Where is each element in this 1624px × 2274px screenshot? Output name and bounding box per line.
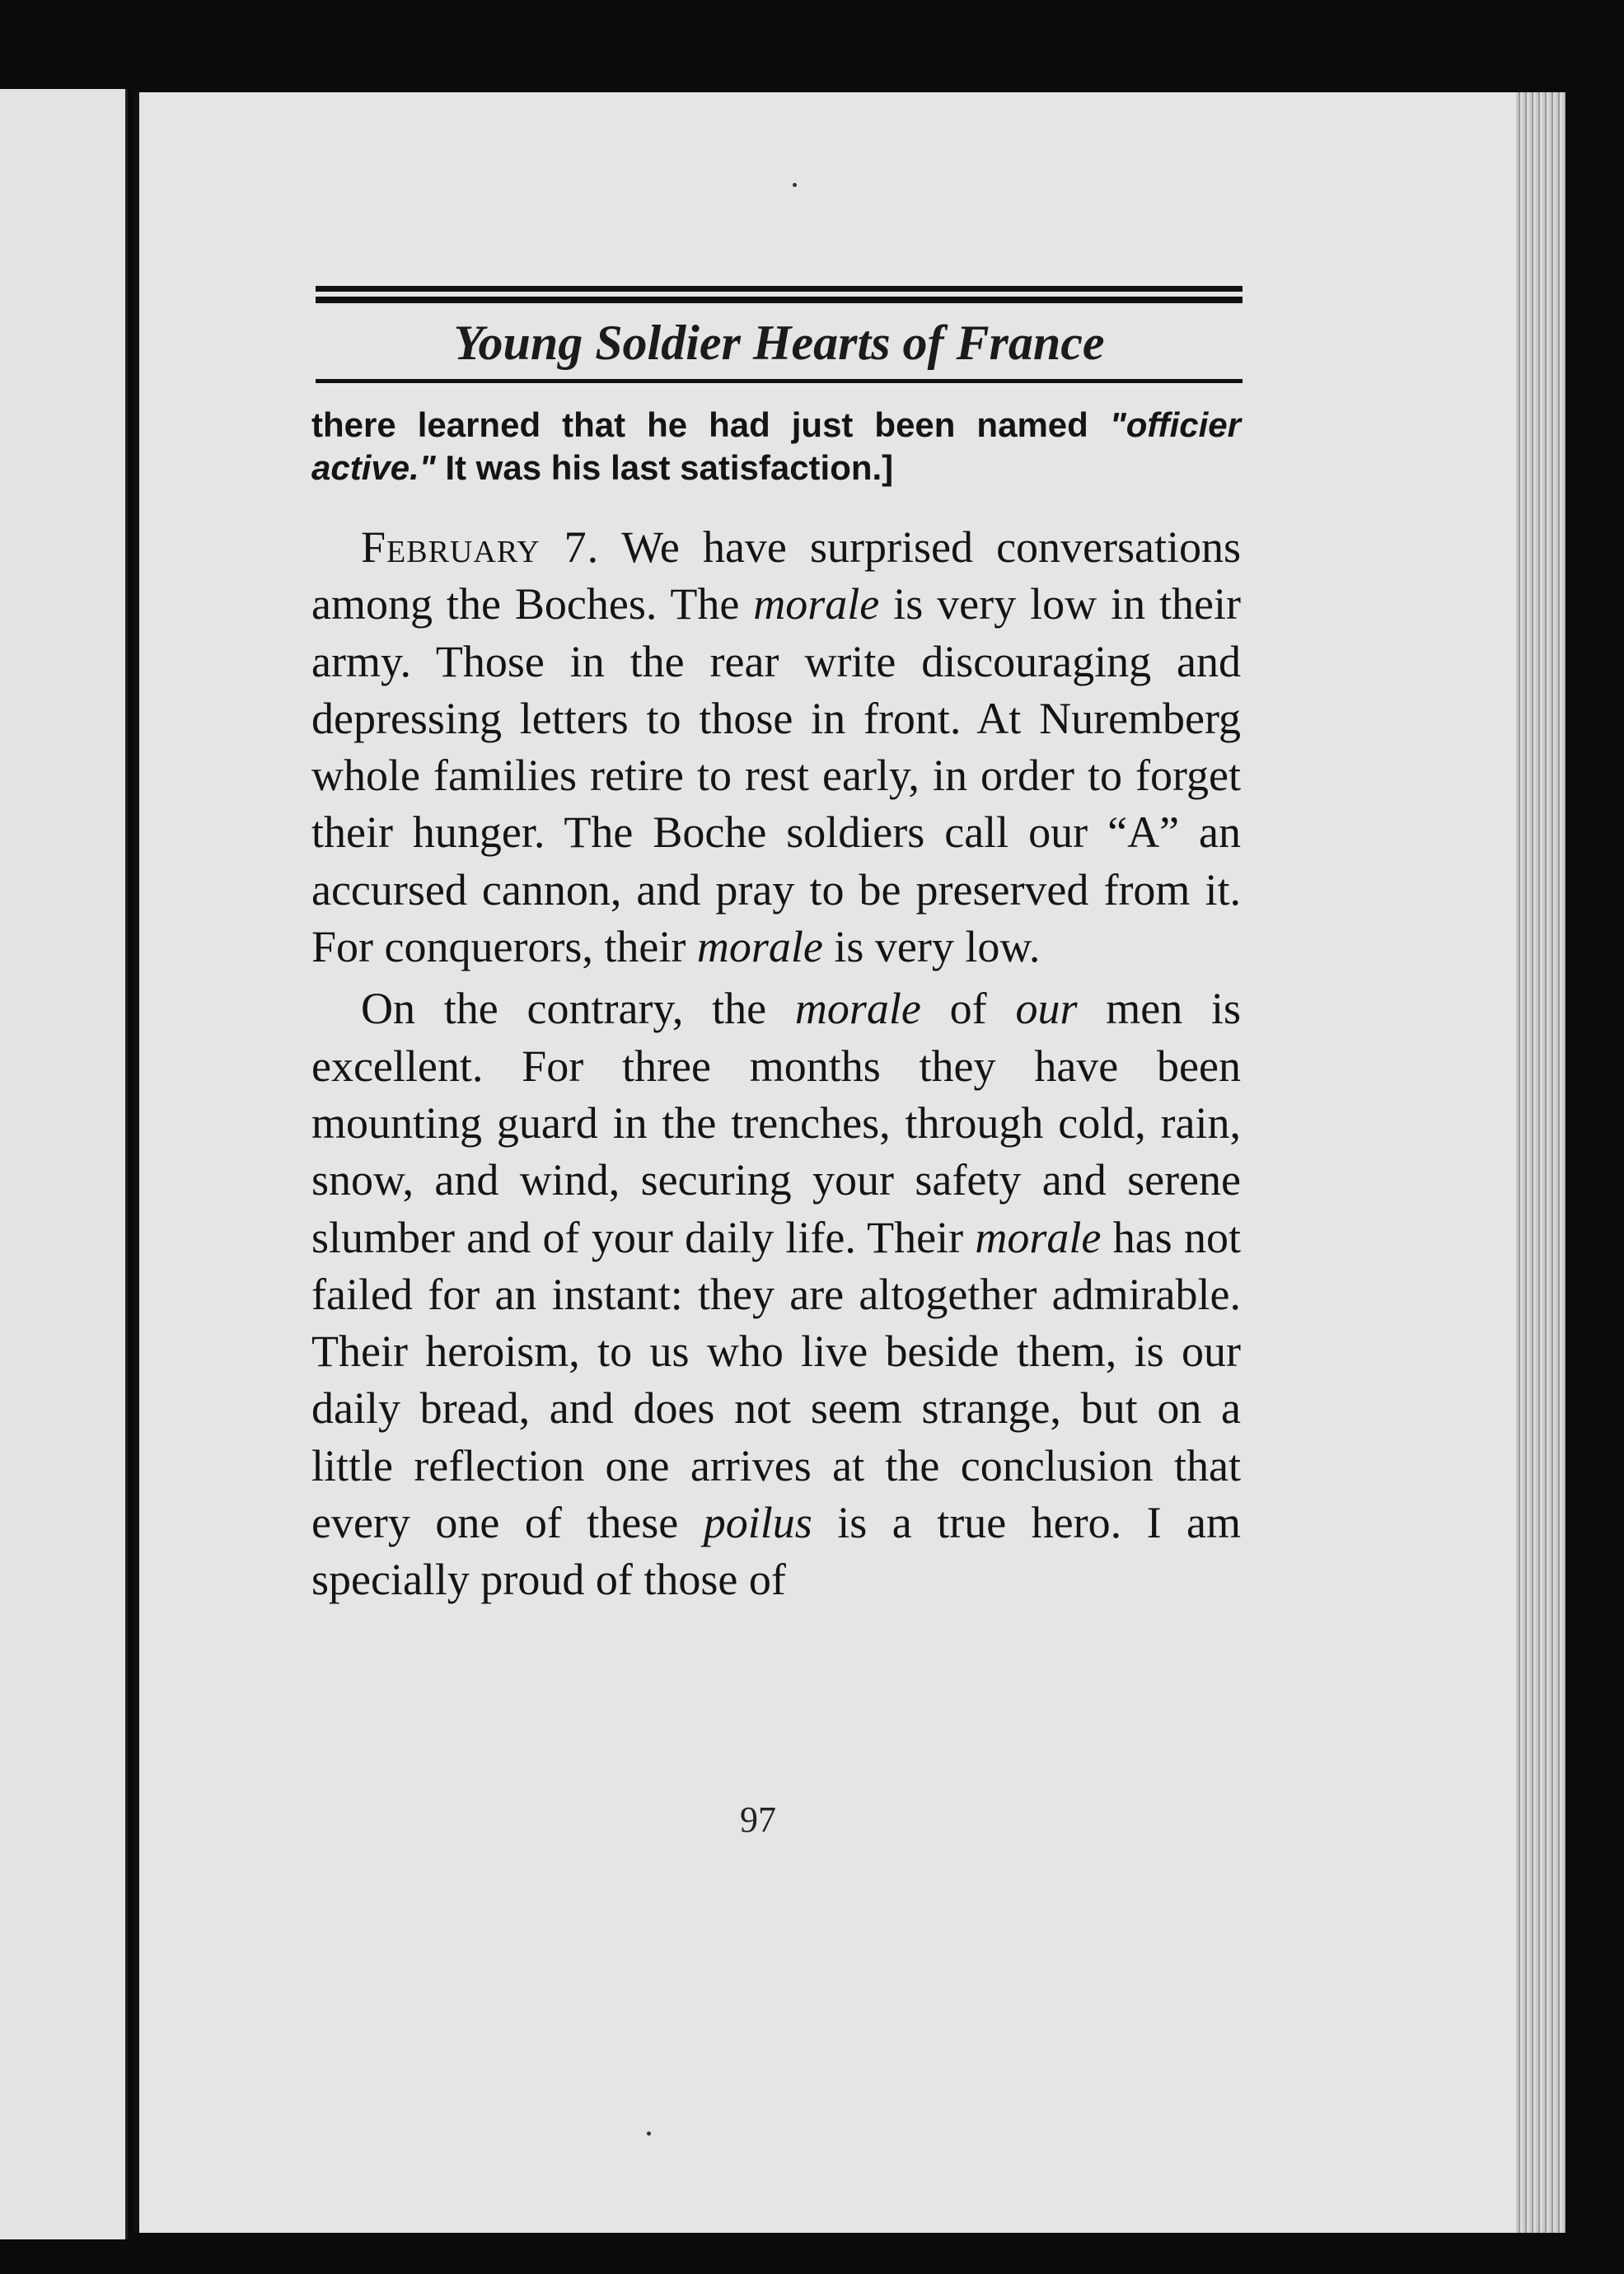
paragraph-text: On the contrary, the — [361, 984, 795, 1034]
note-italic: "officier — [1109, 405, 1241, 444]
editor-note — [311, 404, 1241, 489]
paragraph-text: men is excellent. For three months they have been mounting guard in the trenches, through cold, rain, snow, and wind, securing your safety and serene slumber and of your daily life. Their — [311, 984, 1241, 1262]
header-rule-bottom — [316, 379, 1243, 383]
paragraph — [311, 980, 1241, 1608]
italic-word: morale — [794, 984, 921, 1034]
note-text: It was his last satisfaction.] — [435, 448, 894, 487]
paragraph-text: of — [920, 984, 1016, 1034]
page-number: 97 — [740, 1799, 776, 1840]
note-text: there learned that he had just been named — [311, 405, 1110, 444]
italic-word: our — [1015, 984, 1078, 1034]
page-edge — [1516, 92, 1565, 2233]
paragraph-text: is very low in their army. Those in the rear write discouraging and depressing letters to those in front. At Nuremberg whole families retire to rest early, in order to forget their hunger. The Boche soldiers call our “A” an accursed cannon, and pray to be preserved from it. For conquerors, their — [311, 579, 1241, 972]
italic-word: morale — [975, 1212, 1102, 1262]
header-rule-top-second — [316, 297, 1243, 303]
facing-page — [0, 89, 128, 2239]
paragraph-text: has not failed for an instant: they are altogether admirable. Their heroism, to us who live beside them, is our daily bread, and does not seem strange, but on a little reflection one arrives at the conclusion that every one of these — [311, 1212, 1241, 1548]
paragraph-text: is a true hero. I am specially proud of those of — [311, 1498, 1242, 1605]
diary-entry-paragraph — [311, 519, 1241, 976]
entry-date: February 7. — [361, 522, 600, 572]
italic-word: morale — [696, 922, 823, 972]
paragraph-text: is very low. — [822, 922, 1041, 972]
body-text — [311, 404, 1241, 1609]
speck — [647, 2131, 651, 2136]
italic-word: poilus — [703, 1498, 812, 1548]
italic-word: morale — [753, 579, 880, 629]
note-italic: active." — [311, 448, 436, 487]
header-rule-top — [316, 286, 1243, 292]
running-head: Young Soldier Hearts of France — [453, 316, 1105, 370]
paragraph-text: We have surprised conversations among the Boches. The — [311, 522, 1241, 629]
speck — [793, 183, 797, 187]
